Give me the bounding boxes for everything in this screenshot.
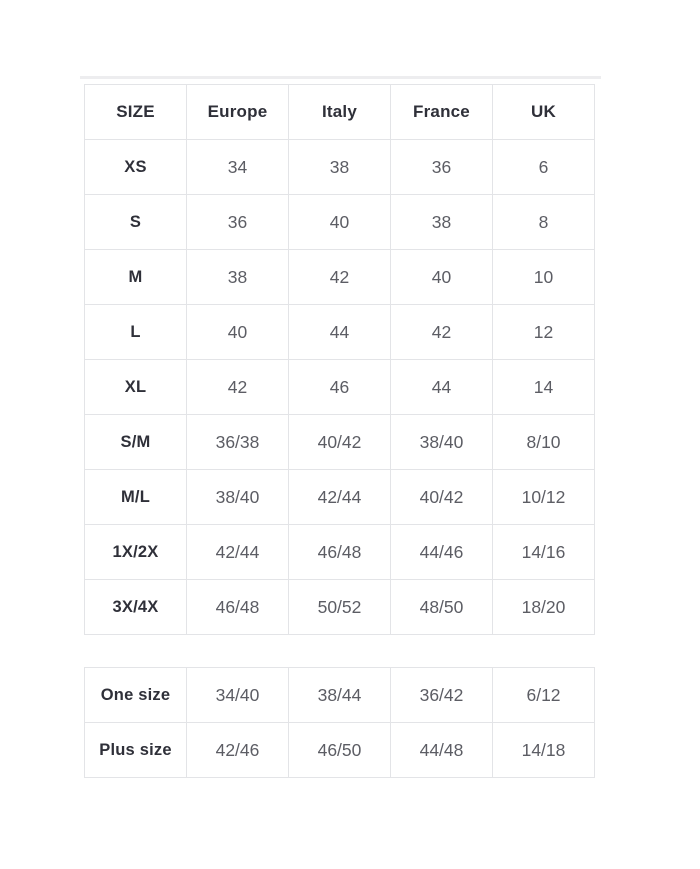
- size-cell: 46/48: [289, 525, 391, 580]
- table-row: [85, 250, 595, 305]
- table-row: [85, 415, 595, 470]
- table-row: [85, 470, 595, 525]
- size-cell: 44: [289, 305, 391, 360]
- size-cell: 40/42: [391, 470, 493, 525]
- size-cell: 44: [391, 360, 493, 415]
- size-cell: 38: [391, 195, 493, 250]
- size-cell: 10/12: [493, 470, 595, 525]
- size-cell: 44/46: [391, 525, 493, 580]
- size-cell: 38/40: [391, 415, 493, 470]
- size-row-label: One size: [85, 668, 187, 723]
- table-row: [85, 580, 595, 635]
- size-cell: 42: [391, 305, 493, 360]
- size-row-label: XS: [85, 140, 187, 195]
- table-row: [85, 360, 595, 415]
- size-cell: 12: [493, 305, 595, 360]
- table-row: [85, 723, 595, 778]
- size-cell: 46/48: [187, 580, 289, 635]
- size-cell: 36: [187, 195, 289, 250]
- table-row: [85, 525, 595, 580]
- size-row-label: Plus size: [85, 723, 187, 778]
- size-cell: 40: [187, 305, 289, 360]
- size-row-label: S/M: [85, 415, 187, 470]
- size-row-label: M: [85, 250, 187, 305]
- size-cell: 8: [493, 195, 595, 250]
- size-cell: 46/50: [289, 723, 391, 778]
- size-row-label: M/L: [85, 470, 187, 525]
- size-cell: 34/40: [187, 668, 289, 723]
- size-cell: 14/18: [493, 723, 595, 778]
- table-row: [85, 668, 595, 723]
- size-cell: 46: [289, 360, 391, 415]
- special-sizes-table: [84, 667, 595, 778]
- size-cell: 42/46: [187, 723, 289, 778]
- size-cell: 48/50: [391, 580, 493, 635]
- size-cell: 44/48: [391, 723, 493, 778]
- column-header-europe: Europe: [187, 85, 289, 140]
- size-cell: 10: [493, 250, 595, 305]
- size-row-label: 1X/2X: [85, 525, 187, 580]
- size-cell: 34: [187, 140, 289, 195]
- size-cell: 42/44: [289, 470, 391, 525]
- size-cell: 36/38: [187, 415, 289, 470]
- size-cell: 6/12: [493, 668, 595, 723]
- size-cell: 8/10: [493, 415, 595, 470]
- size-cell: 38/44: [289, 668, 391, 723]
- size-row-label: S: [85, 195, 187, 250]
- size-row-label: L: [85, 305, 187, 360]
- table-row: [85, 305, 595, 360]
- size-cell: 38: [289, 140, 391, 195]
- size-cell: 42: [187, 360, 289, 415]
- column-header-uk: UK: [493, 85, 595, 140]
- table-row: [85, 195, 595, 250]
- size-cell: 40/42: [289, 415, 391, 470]
- size-cell: 42/44: [187, 525, 289, 580]
- column-header-france: France: [391, 85, 493, 140]
- table-row: [85, 140, 595, 195]
- size-cell: 36/42: [391, 668, 493, 723]
- size-cell: 36: [391, 140, 493, 195]
- column-header-italy: Italy: [289, 85, 391, 140]
- size-cell: 38/40: [187, 470, 289, 525]
- size-cell: 14/16: [493, 525, 595, 580]
- size-cell: 50/52: [289, 580, 391, 635]
- size-conversion-table: [84, 84, 595, 635]
- size-cell: 18/20: [493, 580, 595, 635]
- size-row-label: XL: [85, 360, 187, 415]
- table-header-row: [85, 85, 595, 140]
- size-cell: 40: [289, 195, 391, 250]
- size-cell: 42: [289, 250, 391, 305]
- size-cell: 6: [493, 140, 595, 195]
- size-cell: 14: [493, 360, 595, 415]
- size-cell: 40: [391, 250, 493, 305]
- top-divider-line: [80, 76, 601, 79]
- size-row-label: 3X/4X: [85, 580, 187, 635]
- size-cell: 38: [187, 250, 289, 305]
- column-header-size: SIZE: [85, 85, 187, 140]
